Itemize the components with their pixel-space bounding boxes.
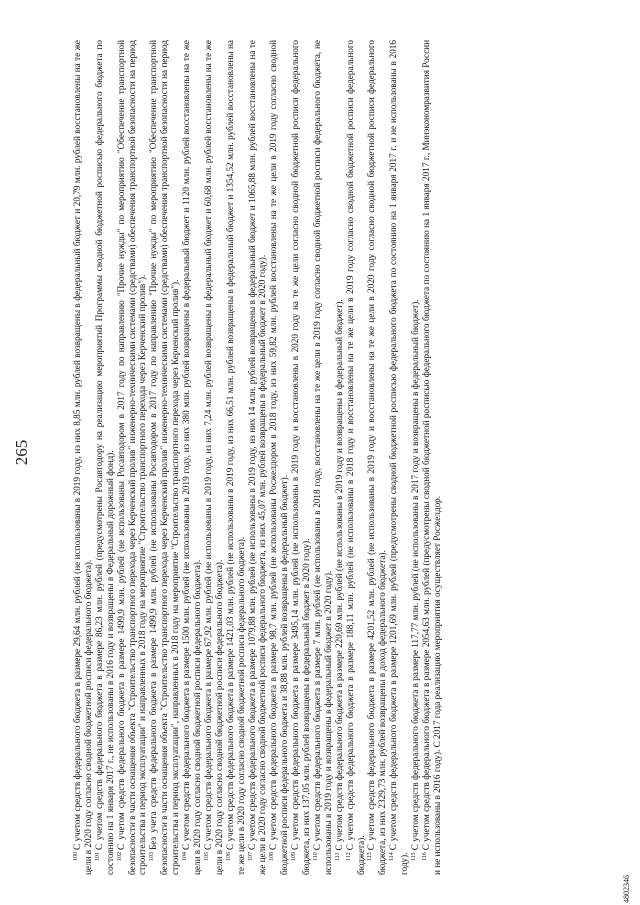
footnote-text: С учетом средств федерального бюджета в размере 2054,63 млн. рублей (предусмотрены сводной бюджетной росписью федерального бюджета по состоянию на 1 января 2017 г., Минэкономразвития России и не использованы в 2016 году). С 2017 года реализацию мероприятия осуществляет Росжелдор. (421, 40, 442, 875)
footnote-text: С учетом средств федерального бюджета в размере 86,23 млн. рублей (предусмотрены Росавтодору на реализацию мероприятий Программы сводной бюджетной росписью федерального бюджета по состоянию на 1 января 2017 г., не использованы в 2016 году и возвращены в Федеральный дорожный фонд). (93, 40, 115, 875)
footnote-text: С учетом средств федерального бюджета в размере 1499,9 млн. рублей (не использованы Росавтодором в 2017 году по направлению "Прочие нужды" по мероприятию "Обеспечение транспортной безопасности в части оснащения объекта "Строительство транспортного перехода через Керченский пролив" инженерно-техническими системами (средствами) обеспечения транспортной безопасности на период строительства и период эксплуатации" и направленных в 2018 году на мероприятие "Строительство транспортного перехода через Керченский пролив"). (115, 40, 148, 875)
footnote-text: С учетом средств федерального бюджета в размере 98,7 млн. рублей (не использованы Росжелдором в 2018 году, из них 59,82 млн. рублей восстановлены на те же цели в 2019 году согласно сводной бюджетной росписи федерального бюджета и 38,88 млн. рублей возвращены в федеральный бюджет). (268, 40, 290, 875)
footnote-text: С учетом средств федерального бюджета в размере 4201,52 млн. рублей (не использованы в 2019 году и восстановлены на те же цели в 2020 году согласно сводной бюджетной росписи федерального бюджета, из них 2329,73 млн. рублей возвращены в доход федерального бюджета). (366, 40, 388, 875)
footnote-number: 111 (334, 852, 341, 861)
footnote-text: С учетом средств федерального бюджета в размере 1201,69 млн. рублей (предусмотрены сводной бюджетной росписью федерального бюджета по состоянию на 1 января 2017 г. и не использованы в 2016 году). (388, 40, 410, 875)
footnote-text: С учетом средств федерального бюджета в размере 1079,88 млн. рублей (не использованы в 2019 году, из них 14 млн. рублей возвращены в федеральный бюджет и 1065,88 млн. рублей восстановлены на те же цели в 2020 году согласно сводной бюджетной росписи федерального бюджета, из них 45,07 млн. рублей возвращены в федеральный бюджет в 2020 году). (246, 40, 268, 875)
footnote-text: С учетом средств федерального бюджета в размере 7 млн. рублей (не использованы в 2018 году, восстановлены на те же цели в 2019 году согласно сводной бюджетной росписи федерального бюджета, не использованы в 2019 году и возвращены в федеральный бюджет в 2020 году). (311, 40, 333, 875)
footnote-text: С учетом средств федерального бюджета в размере 220,69 млн. рублей (не использованы в 2019 году и возвращены в федеральный бюджет). (333, 299, 344, 851)
footnote-text: С учетом средств федерального бюджета в размере 1500 млн. рублей (не использованы в 2019 году, из них 380 млн. рублей возвращены в федеральный бюджет и 1120 млн. рублей восстановлены на те же цели в 2020 году согласно сводной бюджетной росписи федерального бюджета). (181, 40, 202, 875)
footnote-item (203, 40, 225, 875)
footnote-item (312, 40, 334, 875)
footnote-text: С учетом средств федерального бюджета в размере 1421,03 млн. рублей (не использованы в 2019 году, из них 66,51 млн. рублей возвращены в федеральный бюджет и 1354,52 млн. рублей восстановлены на те же цели в 2020 году согласно сводной бюджетной росписи федерального бюджета). (224, 40, 246, 875)
footnote-number: 107 (247, 852, 254, 861)
footnote-number: 105 (203, 852, 210, 861)
footnote-item (345, 40, 367, 875)
footnote-number: 115 (411, 852, 418, 861)
footnote-text: С учетом средств федерального бюджета в размере 3495,14 млн. рублей (не использованы в 2019 году и восстановлены в 2020 году на те же цели согласно сводной бюджетной росписи федерального бюджета, из них 137,05 млн. рублей возвращены в федеральный бюджет в 2020 году). (290, 40, 312, 875)
footnote-text: С учетом средств федерального бюджета в размере 188,11 млн. рублей (не использованы в 2018 году и восстановлены на те же цели в 2019 году согласно сводной бюджетной росписи федерального бюджета). (344, 40, 366, 875)
footnote-item (94, 40, 116, 875)
footnote-number: 112 (345, 852, 352, 861)
footnote-number: 114 (389, 852, 396, 861)
footnote-item (290, 40, 312, 875)
footnote-number: 101 (94, 852, 101, 861)
footnote-text: Без учета средств федерального бюджета в размере 1499,9 млн. рублей (не использованы Росавтодором в 2017 году по направлению "Прочие нужды" по мероприятию "Обеспечение транспортной безопасности в части оснащения объекта "Строительство транспортного перехода через Керченский пролив" инженерно-техническими системами (средствами) обеспечения транспортной безопасности на период строительства и период эксплуатации", направленных в 2018 году на мероприятие "Строительство транспортного перехода через Керченский пролив"). (148, 40, 181, 875)
footnote-item (72, 40, 94, 875)
footnote-item (181, 40, 203, 875)
footnote-number: 108 (269, 852, 276, 861)
footnote-number: 116 (422, 852, 428, 861)
footnote-number: 110 (312, 852, 319, 861)
footnote-item (268, 40, 290, 875)
footnote-text: С учетом средств федерального бюджета в размере 67,92 млн. рублей (не использованы в 2019 году, из них 7,24 млн. рублей возвращены в федеральный бюджет и 60,68 млн. рублей восстановлены на те же цели в 2020 году согласно сводной бюджетной росписи федерального бюджета). (202, 40, 224, 875)
footnotes-list (72, 40, 443, 875)
footnote-item (410, 40, 421, 875)
footnote-number: 100 (73, 852, 79, 861)
footnote-item (148, 40, 181, 875)
document-code: 4802346 (622, 875, 631, 903)
footnote-item (421, 40, 443, 875)
footnote-item (225, 40, 247, 875)
footnote-item (334, 40, 345, 875)
footnote-number: 104 (182, 852, 189, 861)
footnote-number: 103 (149, 852, 156, 861)
footnote-item (366, 40, 388, 875)
footnote-number: 102 (116, 852, 123, 861)
footnote-text: С учетом средств федерального бюджета в размере 117,77 млн. рублей (не использованы в 2017 году и возвращены в федеральный бюджет). (410, 299, 421, 851)
footnote-item (388, 40, 410, 875)
footnote-number: 113 (367, 852, 374, 861)
page-number: 265 (12, 439, 31, 466)
footnote-number: 106 (225, 852, 232, 861)
footnote-number: 109 (291, 852, 298, 861)
footnote-item (247, 40, 269, 875)
footnote-text: С учетом средств федерального бюджета в размере 29,64 млн. рублей (не использованы в 2019 году, из них 8,85 млн. рублей возвращены в федеральный бюджет и 20,79 млн. рублей восстановлены на те же цели в 2020 году согласно сводной бюджетной росписи федерального бюджета). (72, 40, 93, 875)
footnote-item (116, 40, 149, 875)
